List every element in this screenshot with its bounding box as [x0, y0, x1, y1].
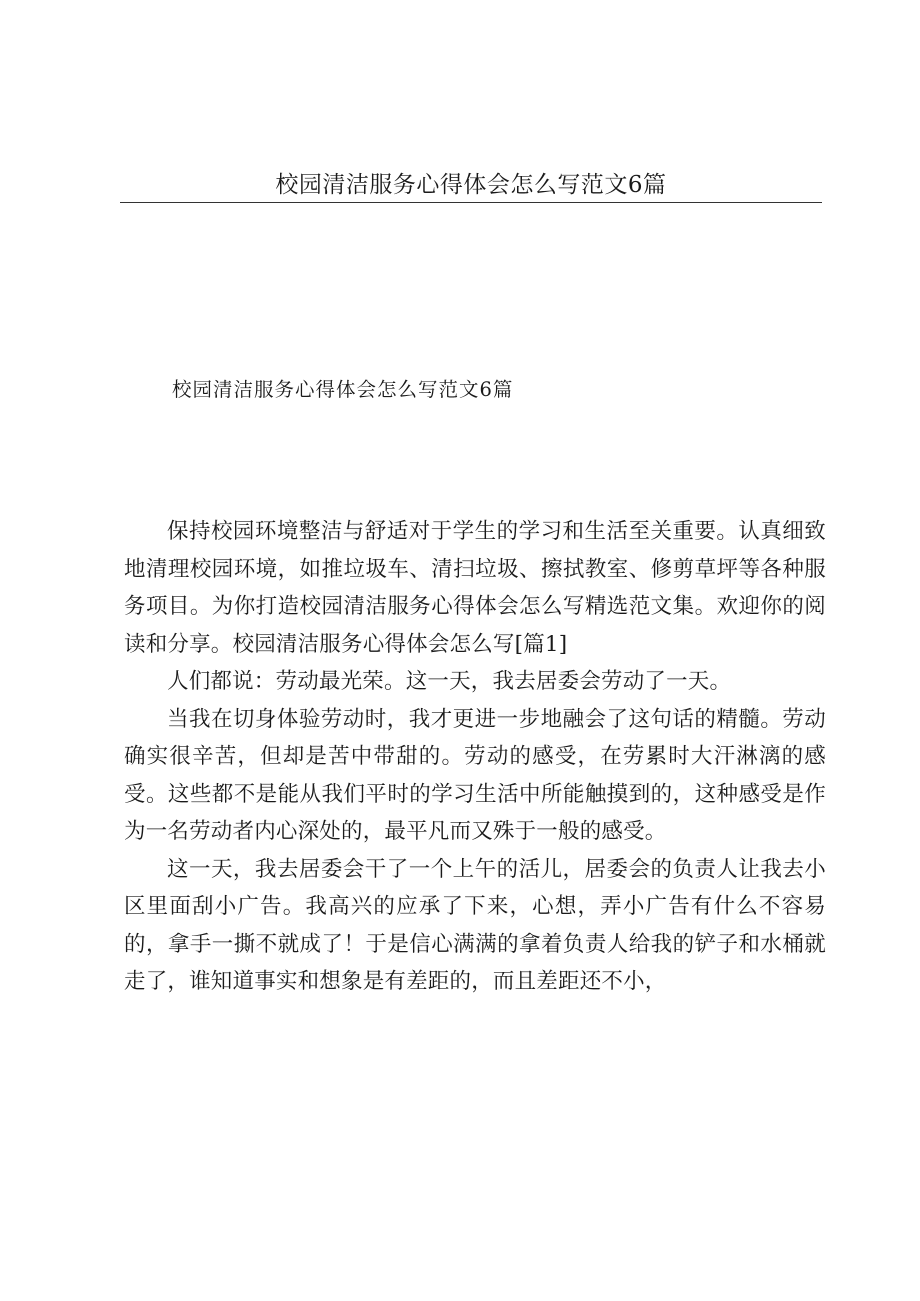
document-body: [124, 513, 826, 1001]
paragraph: 保持校园环境整洁与舒适对于学生的学习和生活至关重要。认真细致地清理校园环境，如推垃圾车、清扫垃圾、擦拭教室、修剪草坪等各种服务项目。为你打造校园清洁服务心得体会怎么写精选范文集。欢迎你的阅读和分享。校园清洁服务心得体会怎么写[篇1]: [124, 519, 826, 657]
paragraph: 当我在切身体验劳动时，我才更进一步地融会了这句话的精髓。劳动确实很辛苦，但却是苦中带甜的。劳动的感受，在劳累时大汗淋漓的感受。这些都不是能从我们平时的学习生活中所能触摸到的，这种感受是作为一名劳动者内心深处的，最平凡而又殊于一般的感受。: [124, 706, 826, 844]
paragraph: 这一天，我去居委会干了一个上午的活儿，居委会的负责人让我去小区里面刮小广告。我高兴的应承了下来，心想，弄小广告有什么不容易的，拿手一撕不就成了！于是信心满满的拿着负责人给我的铲子和水桶就走了，谁知道事实和想象是有差距的，而且差距还不小，: [124, 856, 826, 994]
paragraph: 人们都说：劳动最光荣。这一天，我去居委会劳动了一天。: [167, 669, 732, 694]
page-header: [120, 170, 822, 203]
document-title: 校园清洁服务心得体会怎么写范文6篇: [172, 378, 514, 401]
header-title: 校园清洁服务心得体会怎么写范文6篇: [275, 172, 667, 198]
